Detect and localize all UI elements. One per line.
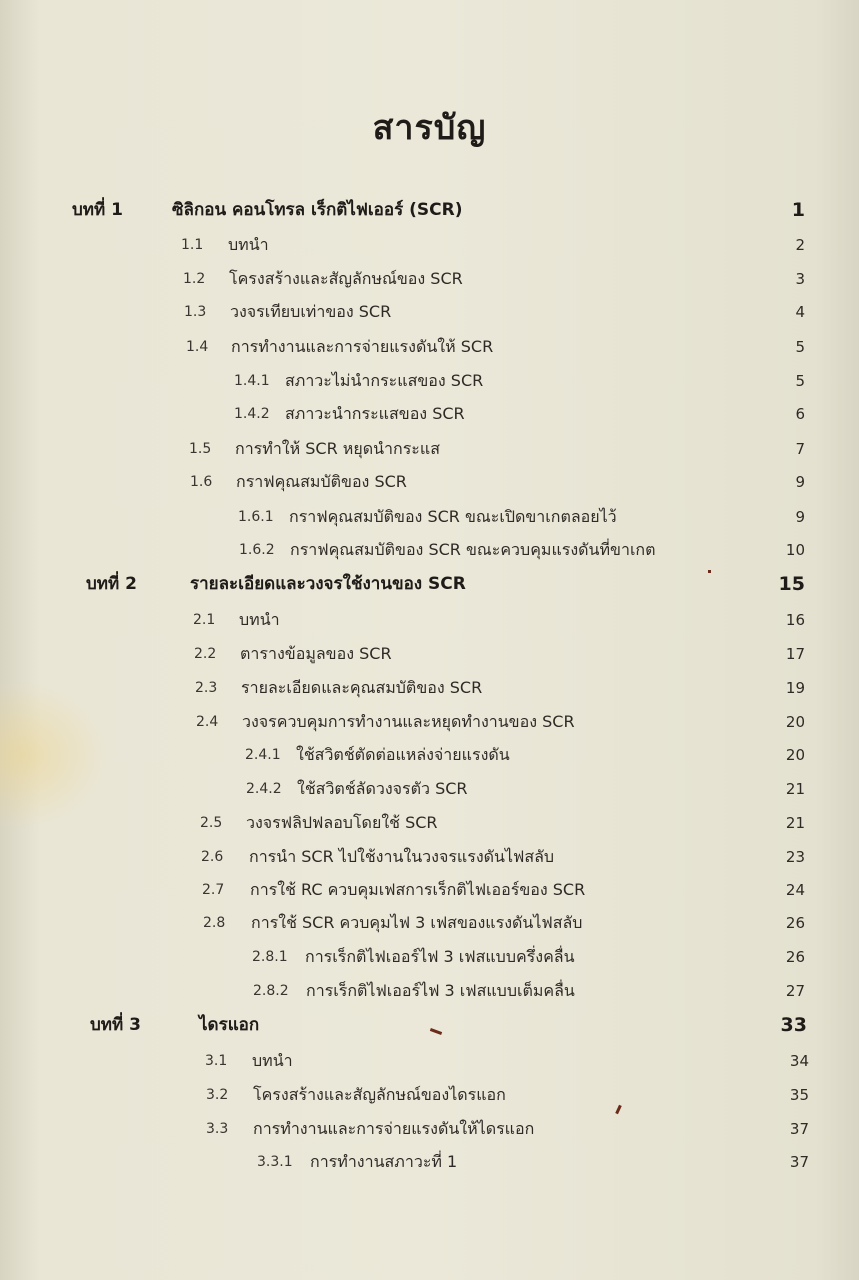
entry-number: 2.8 xyxy=(203,915,226,931)
toc-entry xyxy=(0,707,859,737)
toc-entry xyxy=(0,467,859,497)
toc-subentry xyxy=(0,399,859,429)
entry-number: 3.2 xyxy=(206,1087,229,1103)
entry-page: 5 xyxy=(795,338,805,356)
entry-page: 7 xyxy=(795,440,805,458)
toc-entry xyxy=(0,1114,859,1144)
entry-text: ตารางข้อมูลของ SCR xyxy=(240,644,392,663)
chapter-title: ซิลิกอน คอนโทรล เร็กติไฟเออร์ (SCR) xyxy=(172,200,463,220)
chapter-label: บทที่ 2 xyxy=(86,574,137,594)
entry-number: 1.2 xyxy=(183,271,206,287)
entry-page: 26 xyxy=(785,948,805,966)
entry-number: 1.6.2 xyxy=(239,542,275,558)
entry-text: กราฟคุณสมบัติของ SCR xyxy=(236,472,407,491)
entry-text: กราฟคุณสมบัติของ SCR ขณะควบคุมแรงดันที่ขาเกต xyxy=(290,540,656,559)
entry-page: 27 xyxy=(785,982,805,1000)
toc-entry xyxy=(0,673,859,703)
chapter-page: 1 xyxy=(791,199,805,221)
toc-subentry xyxy=(0,774,859,804)
entry-number: 1.6 xyxy=(190,474,213,490)
entry-page: 5 xyxy=(795,372,805,390)
toc-entry xyxy=(0,639,859,669)
entry-number: 1.4.1 xyxy=(234,373,270,389)
toc-entry xyxy=(0,1046,859,1076)
entry-number: 2.4.2 xyxy=(246,781,282,797)
entry-text: การนำ SCR ไปใช้งานในวงจรแรงดันไฟสลับ xyxy=(249,847,555,866)
entry-text: การทำงานและการจ่ายแรงดันให้ SCR xyxy=(231,337,494,356)
entry-number: 2.8.1 xyxy=(252,949,288,965)
toc-entry xyxy=(0,1080,859,1110)
entry-number: 2.4.1 xyxy=(245,747,281,763)
entry-text: วงจรเทียบเท่าของ SCR xyxy=(230,302,392,321)
entry-page: 19 xyxy=(785,679,805,697)
entry-page: 3 xyxy=(795,270,805,288)
entry-number: 1.6.1 xyxy=(238,509,274,525)
entry-number: 3.3.1 xyxy=(257,1154,293,1170)
entry-text: บทนำ xyxy=(228,235,269,254)
entry-text: โครงสร้างและสัญลักษณ์ของ SCR xyxy=(229,269,463,288)
entry-number: 1.1 xyxy=(181,237,204,253)
toc-subentry xyxy=(0,535,859,565)
entry-text: การทำงานสภาวะที่ 1 xyxy=(310,1152,458,1171)
entry-page: 23 xyxy=(785,848,805,866)
entry-page: 37 xyxy=(789,1153,809,1171)
page-title: สารบัญ xyxy=(372,108,487,148)
toc-subentry xyxy=(0,976,859,1006)
entry-number: 1.4.2 xyxy=(234,406,270,422)
entry-page: 21 xyxy=(785,814,805,832)
entry-number: 1.3 xyxy=(184,304,207,320)
chapter-label: บทที่ 1 xyxy=(72,200,123,220)
entry-text: โครงสร้างและสัญลักษณ์ของไดรแอก xyxy=(253,1085,506,1104)
entry-number: 3.3 xyxy=(206,1121,229,1137)
toc-subentry xyxy=(0,366,859,396)
entry-text: สภาวะไม่นำกระแสของ SCR xyxy=(285,371,484,390)
chapter-heading xyxy=(0,1010,859,1040)
toc-entry xyxy=(0,875,859,905)
entry-text: ใช้สวิตช์ลัดวงจรตัว SCR xyxy=(297,779,468,798)
entry-text: การใช้ RC ควบคุมเฟสการเร็กติไฟเออร์ของ SCR xyxy=(250,880,586,899)
entry-page: 16 xyxy=(785,611,805,629)
chapter-page: 15 xyxy=(778,573,805,595)
toc-entry xyxy=(0,264,859,294)
entry-page: 20 xyxy=(785,746,805,764)
toc-entry xyxy=(0,434,859,464)
entry-number: 2.3 xyxy=(195,680,218,696)
entry-page: 10 xyxy=(785,541,805,559)
entry-text: วงจรควบคุมการทำงานและหยุดทำงานของ SCR xyxy=(242,712,575,731)
entry-number: 3.1 xyxy=(205,1053,228,1069)
entry-number: 2.5 xyxy=(200,815,223,831)
entry-number: 2.2 xyxy=(194,646,217,662)
toc-entry xyxy=(0,605,859,635)
toc-entry xyxy=(0,297,859,327)
toc-entry xyxy=(0,808,859,838)
entry-page: 4 xyxy=(795,303,805,321)
entry-page: 34 xyxy=(789,1052,809,1070)
entry-text: การเร็กติไฟเออร์ไฟ 3 เฟสแบบเต็มคลื่น xyxy=(306,981,575,1000)
toc-subentry xyxy=(0,502,859,532)
entry-text: การทำงานและการจ่ายแรงดันให้ไดรแอก xyxy=(253,1119,535,1138)
chapter-heading xyxy=(0,195,859,225)
chapter-heading xyxy=(0,569,859,599)
toc-subentry xyxy=(0,1147,859,1177)
entry-text: บทนำ xyxy=(252,1051,293,1070)
entry-text: รายละเอียดและคุณสมบัติของ SCR xyxy=(241,678,483,697)
entry-page: 20 xyxy=(785,713,805,731)
entry-text: ใช้สวิตช์ตัดต่อแหล่งจ่ายแรงดัน xyxy=(296,745,510,764)
entry-number: 2.4 xyxy=(196,714,219,730)
entry-number: 2.6 xyxy=(201,849,224,865)
toc-entry xyxy=(0,230,859,260)
toc-entry xyxy=(0,842,859,872)
entry-page: 2 xyxy=(795,236,805,254)
chapter-page: 33 xyxy=(780,1014,807,1036)
toc-entry xyxy=(0,332,859,362)
chapter-title: ไดรแอก xyxy=(199,1015,260,1035)
entry-number: 2.1 xyxy=(193,612,216,628)
toc-subentry xyxy=(0,740,859,770)
entry-page: 37 xyxy=(789,1120,809,1138)
entry-number: 2.8.2 xyxy=(253,983,289,999)
entry-text: บทนำ xyxy=(239,610,280,629)
entry-page: 9 xyxy=(795,473,805,491)
entry-number: 1.5 xyxy=(189,441,212,457)
entry-text: วงจรฟลิปฟลอบโดยใช้ SCR xyxy=(246,813,438,832)
entry-page: 6 xyxy=(795,405,805,423)
chapter-label: บทที่ 3 xyxy=(90,1015,141,1035)
entry-page: 17 xyxy=(785,645,805,663)
toc-subentry xyxy=(0,942,859,972)
entry-page: 21 xyxy=(785,780,805,798)
entry-page: 26 xyxy=(785,914,805,932)
entry-text: การเร็กติไฟเออร์ไฟ 3 เฟสแบบครึ่งคลื่น xyxy=(305,947,575,966)
entry-number: 2.7 xyxy=(202,882,225,898)
ink-mark xyxy=(708,570,711,573)
entry-text: กราฟคุณสมบัติของ SCR ขณะเปิดขาเกตลอยไว้ xyxy=(289,507,617,526)
entry-number: 1.4 xyxy=(186,339,209,355)
toc-entry xyxy=(0,908,859,938)
entry-text: สภาวะนำกระแสของ SCR xyxy=(285,404,465,423)
entry-page: 24 xyxy=(785,881,805,899)
entry-text: การใช้ SCR ควบคุมไฟ 3 เฟสของแรงดันไฟสลับ xyxy=(251,913,583,932)
entry-page: 35 xyxy=(789,1086,809,1104)
chapter-title: รายละเอียดและวงจรใช้งานของ SCR xyxy=(190,574,466,594)
entry-page: 9 xyxy=(795,508,805,526)
entry-text: การทำให้ SCR หยุดนำกระแส xyxy=(235,439,440,458)
